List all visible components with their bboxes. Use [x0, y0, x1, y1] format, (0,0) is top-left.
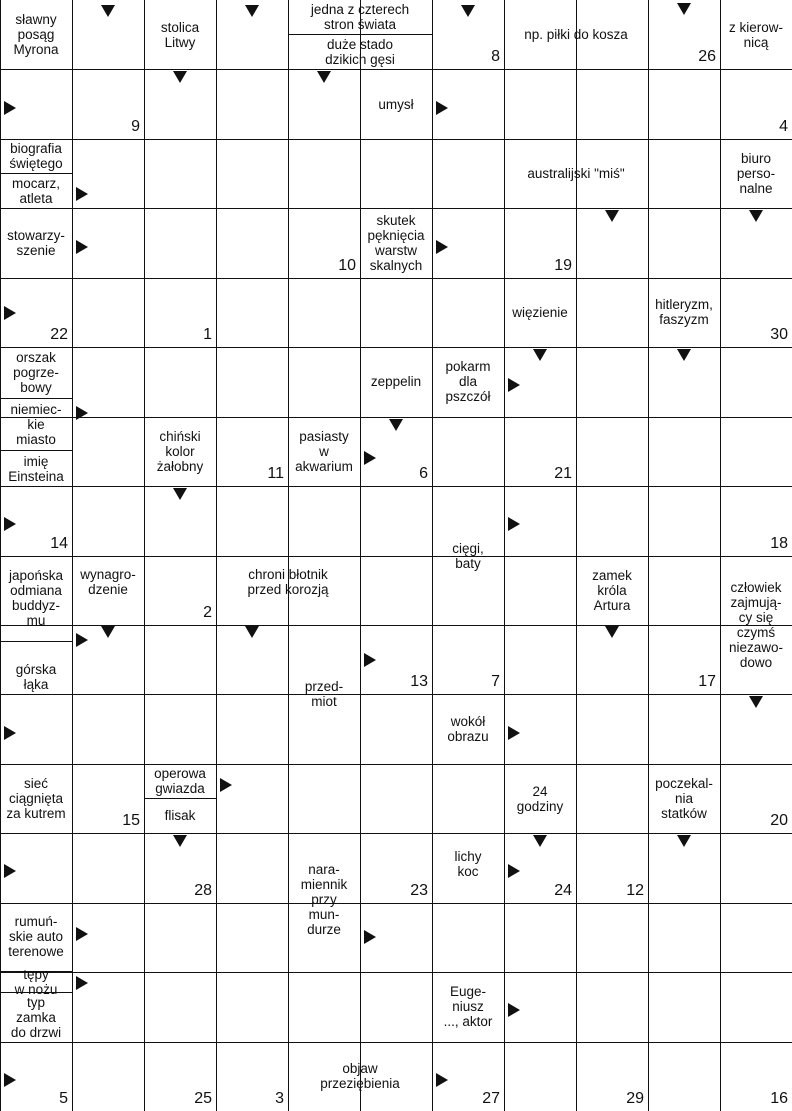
cell-number: 6 [419, 465, 428, 483]
grid-cell[interactable] [720, 833, 792, 903]
arrow-down-icon [101, 626, 115, 638]
grid-cell[interactable] [216, 694, 289, 764]
clue-box: jedna z czterech stron świata [288, 0, 432, 35]
cell-number: 19 [554, 256, 572, 274]
grid-cell[interactable] [360, 486, 433, 556]
arrow-down-icon [677, 3, 691, 15]
arrow-down-icon [533, 349, 547, 361]
cell-number: 4 [779, 117, 788, 135]
clue-box: lichy koc [454, 849, 482, 880]
clue-box: stowarzy- szenie [7, 228, 65, 259]
arrow-right-icon [436, 240, 448, 254]
grid-cell[interactable] [648, 903, 721, 973]
grid-cell[interactable] [432, 278, 505, 348]
arrow-right-icon [436, 1073, 448, 1087]
arrow-right-icon [76, 406, 88, 420]
grid-cell[interactable] [216, 764, 289, 834]
clue-box: chiński kolor żałobny [156, 428, 204, 474]
clue-box: hitleryzm, faszyzm [655, 297, 713, 328]
cell-number: 20 [770, 812, 788, 830]
arrow-down-icon [461, 5, 475, 17]
grid-cell[interactable] [72, 694, 145, 764]
grid-cell[interactable] [648, 417, 721, 487]
clue-box: przed- miot [304, 679, 344, 710]
grid-cell[interactable] [144, 347, 217, 417]
arrow-down-icon [677, 349, 691, 361]
grid-cell[interactable] [216, 486, 289, 556]
arrow-right-icon [76, 187, 88, 201]
cell-number: 27 [482, 1090, 500, 1107]
cell-number: 5 [59, 1090, 68, 1107]
cell-number: 28 [194, 881, 212, 899]
arrow-right-icon [4, 306, 16, 320]
arrow-right-icon [4, 517, 16, 531]
clue-box: orszak pogrze- bowy [0, 347, 72, 399]
cell-number: 15 [122, 812, 140, 830]
arrow-down-icon [605, 626, 619, 638]
grid-cell[interactable] [576, 347, 649, 417]
clue-box: nara- miennik przy mun- durze [300, 861, 348, 937]
grid-cell[interactable] [432, 417, 505, 487]
arrow-down-icon [677, 835, 691, 847]
clue-box: sławny posąg Myrona [13, 12, 59, 58]
cell-number: 10 [338, 256, 356, 274]
clue-box: np. piłki do kosza [524, 27, 628, 43]
grid-cell[interactable] [648, 1042, 721, 1111]
clue-box: skutek pęknięcia warstw skalnych [367, 213, 425, 274]
arrow-right-icon [508, 1003, 520, 1017]
arrow-right-icon [4, 864, 16, 878]
cell-number: 17 [698, 673, 716, 691]
arrow-down-icon [173, 71, 187, 83]
arrow-right-icon [364, 653, 376, 667]
cell-number: 26 [698, 48, 716, 66]
cell-number: 13 [410, 673, 428, 691]
clue-box: australijski "miś" [527, 166, 625, 182]
grid-cell[interactable] [648, 694, 721, 764]
grid-cell[interactable] [648, 208, 721, 278]
arrow-down-icon [533, 835, 547, 847]
grid-cell[interactable] [720, 972, 792, 1042]
clue-box: sieć ciągnięta za kutrem [6, 776, 66, 822]
clue-box: zamek króla Artura [592, 567, 632, 613]
cell-number: 22 [50, 326, 68, 344]
cell-number: 30 [770, 326, 788, 344]
grid-cell[interactable] [72, 486, 145, 556]
clue-box: pasiasty w akwarium [295, 428, 353, 474]
clue-box: cięgi, baty [452, 540, 484, 571]
grid-cell[interactable] [432, 139, 505, 209]
grid-cell[interactable] [504, 1042, 577, 1111]
grid-cell[interactable] [72, 833, 145, 903]
clue-box: operowa gwiazda [144, 764, 216, 799]
grid-cell[interactable] [648, 556, 721, 626]
arrow-right-icon [4, 1073, 16, 1087]
arrow-right-icon [76, 240, 88, 254]
grid-cell[interactable] [648, 139, 721, 209]
grid-cell[interactable] [720, 417, 792, 487]
grid-cell[interactable] [504, 69, 577, 139]
cell-number: 8 [491, 48, 500, 66]
grid-cell[interactable] [216, 347, 289, 417]
grid-cell[interactable] [360, 764, 433, 834]
arrow-down-icon [389, 419, 403, 431]
grid-cell[interactable] [576, 903, 649, 973]
clue-box: imię Einsteina [8, 453, 64, 484]
arrow-down-icon [749, 210, 763, 222]
arrow-right-icon [4, 726, 16, 740]
cell-number: 23 [410, 881, 428, 899]
arrow-right-icon [508, 864, 520, 878]
clue-box: zeppelin [370, 374, 422, 390]
arrow-right-icon [76, 927, 88, 941]
grid-cell[interactable] [144, 694, 217, 764]
cell-number: 7 [491, 673, 500, 691]
grid-cell[interactable] [288, 764, 361, 834]
arrow-down-icon [101, 5, 115, 17]
grid-cell[interactable] [288, 972, 361, 1042]
grid-cell[interactable] [288, 347, 361, 417]
arrow-right-icon [76, 633, 88, 647]
clue-box: tępy w nożu [0, 972, 72, 993]
arrow-right-icon [364, 451, 376, 465]
grid-cell[interactable] [144, 208, 217, 278]
grid-cell[interactable] [72, 278, 145, 348]
clue-box: z kierow- nicą [728, 19, 783, 50]
arrow-down-icon [173, 488, 187, 500]
grid-cell[interactable] [576, 972, 649, 1042]
clue-box: duże stado dzikich gęsi [325, 37, 395, 68]
grid-cell[interactable] [648, 972, 721, 1042]
cell-number: 11 [267, 465, 284, 483]
grid-cell[interactable] [504, 903, 577, 973]
grid-cell[interactable] [72, 1042, 145, 1111]
grid-cell[interactable] [144, 903, 217, 973]
clue-box: więzienie [512, 304, 568, 320]
clue-box: japońska odmiana buddyz- mu [0, 556, 72, 643]
clue-box: stolica Litwy [160, 19, 200, 50]
grid-cell[interactable] [216, 69, 289, 139]
arrow-right-icon [220, 778, 232, 792]
grid-cell[interactable] [576, 278, 649, 348]
grid-cell[interactable] [576, 486, 649, 556]
cell-number: 18 [770, 534, 788, 552]
clue-box: Euge- niusz ..., aktor [443, 984, 493, 1030]
grid-cell[interactable] [360, 139, 433, 209]
arrow-right-icon [364, 930, 376, 944]
grid-cell[interactable] [216, 208, 289, 278]
grid-cell[interactable] [360, 278, 433, 348]
cell-number: 21 [554, 465, 572, 483]
clue-box: pokarm dla pszczół [445, 359, 491, 405]
cell-number: 16 [770, 1090, 788, 1107]
clue-box: górska łąka [15, 662, 57, 693]
grid-cell[interactable] [576, 69, 649, 139]
clue-box: flisak [164, 808, 196, 824]
grid-cell[interactable] [504, 556, 577, 626]
grid-cell[interactable] [216, 833, 289, 903]
arrow-down-icon [173, 835, 187, 847]
clue-box: wokół obrazu [447, 714, 489, 745]
grid-cell[interactable] [720, 347, 792, 417]
grid-cell[interactable] [432, 903, 505, 973]
arrow-right-icon [4, 101, 16, 115]
clue-box: biografia świętego [0, 139, 72, 174]
grid-cell[interactable] [648, 486, 721, 556]
arrow-right-icon [508, 517, 520, 531]
grid-cell[interactable] [216, 139, 289, 209]
cell-number: 25 [194, 1090, 212, 1107]
cell-number: 2 [203, 603, 212, 621]
clue-box: wynagro- dzenie [80, 566, 136, 597]
grid-cell[interactable] [144, 972, 217, 1042]
clue-box: rumuń- skie auto terenowe [0, 903, 72, 972]
arrow-right-icon [436, 101, 448, 115]
clue-box: typ zamka do drzwi [10, 994, 62, 1040]
grid-cell[interactable] [360, 972, 433, 1042]
arrow-down-icon [317, 71, 331, 83]
grid-cell[interactable] [576, 694, 649, 764]
arrow-right-icon [508, 726, 520, 740]
grid-cell[interactable] [216, 278, 289, 348]
clue-box: biuro perso- nalne [736, 151, 776, 197]
grid-cell[interactable] [360, 556, 433, 626]
clue-box: umysł [378, 96, 414, 112]
arrow-down-icon [245, 5, 259, 17]
cell-number: 29 [626, 1090, 644, 1107]
cell-number: 24 [554, 881, 572, 899]
grid-cell[interactable] [720, 903, 792, 973]
grid-cell[interactable] [648, 69, 721, 139]
cell-number: 1 [203, 326, 212, 344]
cell-number: 9 [131, 117, 140, 135]
grid-cell[interactable] [576, 417, 649, 487]
grid-cell[interactable] [360, 694, 433, 764]
clue-box: niemiec- kie miasto [0, 399, 72, 451]
arrow-down-icon [245, 626, 259, 638]
grid-cell[interactable] [288, 486, 361, 556]
clue-box: poczekal- nia statków [655, 776, 713, 822]
grid-cell[interactable] [504, 625, 577, 695]
grid-cell[interactable] [144, 625, 217, 695]
grid-cell[interactable] [72, 417, 145, 487]
grid-cell[interactable] [576, 764, 649, 834]
grid-cell[interactable] [432, 764, 505, 834]
grid-cell[interactable] [288, 278, 361, 348]
arrow-right-icon [508, 378, 520, 392]
clue-box: 24 godziny [516, 783, 564, 814]
grid-cell[interactable] [216, 903, 289, 973]
grid-cell[interactable] [288, 139, 361, 209]
clue-box: objaw przeziębienia [320, 1061, 400, 1092]
grid-cell[interactable] [216, 972, 289, 1042]
cell-number: 14 [50, 534, 68, 552]
arrow-down-icon [749, 696, 763, 708]
clue-box: człowiek zajmują- cy się czymś niezawo- dowo [728, 579, 784, 670]
clue-box: mocarz, atleta [11, 175, 60, 206]
grid-cell[interactable] [144, 139, 217, 209]
clue-box: chroni błotnik przed korozją [247, 566, 329, 597]
cell-number: 3 [275, 1090, 284, 1107]
arrow-down-icon [605, 210, 619, 222]
arrow-right-icon [76, 976, 88, 990]
cell-number: 12 [626, 881, 644, 899]
